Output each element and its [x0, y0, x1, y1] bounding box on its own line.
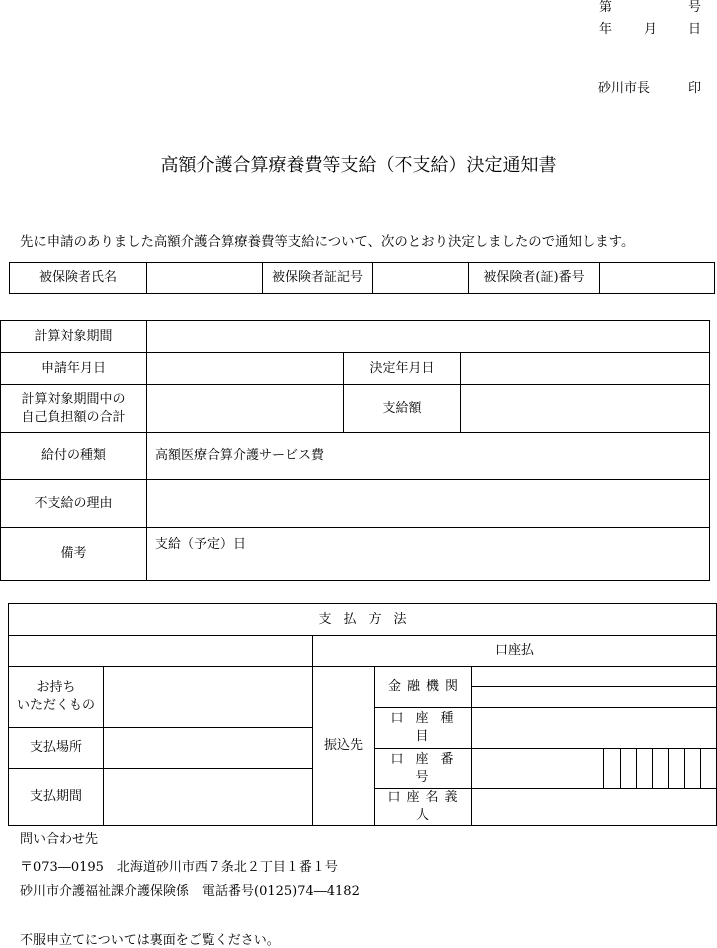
payment-period-label: 支払期間 — [29, 789, 82, 805]
period-label: 計算対象期間 — [34, 328, 113, 344]
account-holder-label: 口座名義人 — [387, 790, 464, 823]
contact-address: 〒073―0195 北海道砂川市西７条北２丁目１番１号 — [20, 860, 338, 875]
seal-mark: 印 — [688, 81, 702, 96]
benefit-type-value: 高額医療合算介護サービス費 — [155, 448, 325, 464]
cert-number-label: 被保険者(証)番号 — [483, 270, 585, 286]
account-number-label: 口座番号 — [390, 751, 466, 785]
payment-place-label: 支払場所 — [29, 740, 82, 756]
payment-amount-label: 支給額 — [382, 400, 422, 416]
items-to-bring-line2: いただくもの — [16, 698, 95, 713]
self-pay-label-line1: 計算対象期間中の — [21, 391, 126, 407]
benefit-type-label: 給付の種類 — [40, 448, 106, 464]
payment-method-header: 支払方法 — [318, 611, 419, 627]
date-year: 年 — [599, 22, 613, 37]
self-pay-label-line2: 自己負担額の合計 — [21, 409, 126, 425]
number-dai: 第 — [599, 0, 613, 15]
non-payment-reason-label: 不支給の理由 — [34, 495, 113, 511]
intro-text: 先に申請のありました高額介護合算療養費等支給について、次のとおり決定しましたので通知します。 — [20, 235, 635, 250]
date-day: 日 — [688, 22, 702, 37]
items-to-bring-line1: お持ち — [36, 680, 76, 696]
document-title: 高額介護合算療養費等支給（不支給）決定通知書 — [160, 155, 557, 176]
number-go: 号 — [688, 0, 702, 15]
application-date-label: 申請年月日 — [40, 360, 106, 376]
transfer-destination-label: 振込先 — [323, 738, 363, 754]
account-transfer-label: 口座払 — [494, 643, 534, 659]
decision-date-label: 決定年月日 — [369, 360, 435, 376]
insured-name-label: 被保険者氏名 — [38, 270, 117, 286]
issuer: 砂川市長 — [598, 81, 651, 96]
date-month: 月 — [644, 22, 658, 37]
bank-label: 金融機関 — [387, 679, 464, 695]
remarks-value: 支給（予定）日 — [155, 537, 247, 552]
self-pay-total-label — [1, 385, 146, 432]
appeal-notice: 不服申立てについては裏面をご覧ください。 — [20, 933, 280, 948]
contact-department: 砂川市介護福祉課介護保険係 電話番号(0125)74―4182 — [20, 884, 360, 899]
remarks-label: 備考 — [60, 546, 87, 562]
contact-heading: 問い合わせ先 — [20, 832, 99, 847]
cert-symbol-label: 被保険者証記号 — [271, 270, 363, 286]
items-to-bring-label — [9, 667, 103, 727]
account-type-label: 口座種目 — [390, 711, 466, 744]
